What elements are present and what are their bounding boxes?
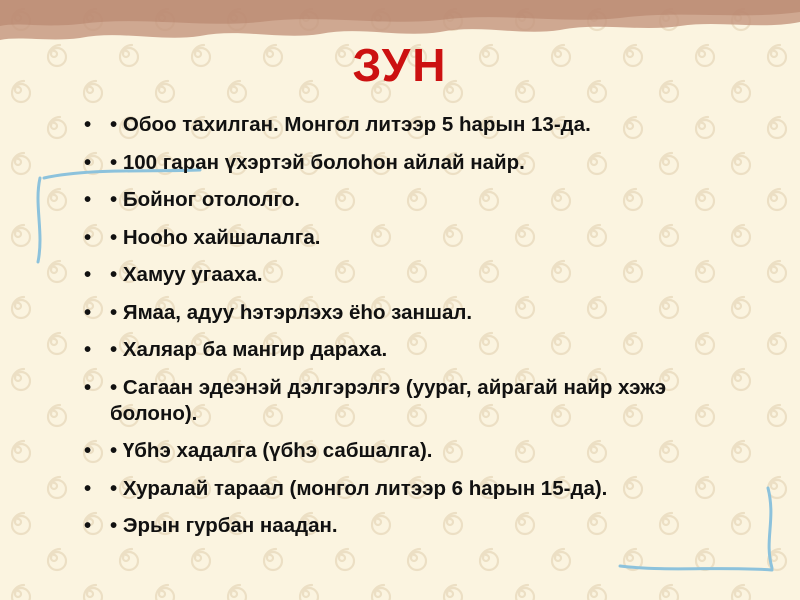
list-item (82, 262, 742, 288)
list-item (82, 300, 742, 326)
slide-title: ЗУН (352, 39, 448, 91)
list-item (82, 112, 742, 138)
list-item-text: • 100 гаран үхэртэй болоһон айлай найр. (110, 150, 525, 174)
list-item (82, 476, 742, 502)
bullet-list (82, 112, 742, 551)
list-item (82, 225, 742, 251)
list-item-text: • Нооһо хайшалалга. (110, 225, 321, 249)
left-curved-accent (38, 178, 40, 262)
list-item-text: • Бойног отололго. (110, 188, 300, 211)
bullet-icon: • (84, 375, 92, 399)
bullet-icon: • (84, 225, 92, 249)
list-item (82, 187, 742, 213)
list-item (82, 150, 742, 176)
list-item (82, 438, 742, 464)
bullet-icon: • (84, 476, 92, 500)
list-item-text: • Сагаан эдеэнэй дэлгэрэлгэ (уураг, айрагай найр хэжэ болоно). (110, 375, 667, 425)
list-item-text: • Хамуу угааха. (110, 263, 263, 286)
bullet-icon: • (84, 188, 92, 211)
bullet-icon: • (84, 263, 92, 286)
bullet-icon: • (84, 338, 92, 361)
list-item (82, 375, 742, 427)
list-item-text: • Эрын гурбан наадан. (110, 514, 338, 537)
list-item-text: • Үбһэ хадалга (үбһэ сабшалга). (110, 439, 433, 462)
list-item-text: • Халяар ба мангир дараха. (110, 338, 388, 361)
bullet-icon: • (84, 150, 92, 174)
list-item-text: • Хуралай тараал (монгол литээр 6 һарын 15-да). (110, 476, 608, 500)
bullet-icon: • (84, 439, 92, 462)
bullet-icon: • (84, 514, 92, 537)
bullet-icon: • (84, 300, 92, 324)
list-item-text: • Обоо тахилган. Монгол литээр 5 һарын 13-да. (110, 113, 591, 136)
bullet-icon: • (84, 113, 92, 136)
list-item (82, 513, 742, 539)
list-item (82, 337, 742, 363)
list-item-text: • Ямаа, адуу һэтэрлэхэ ёһо заншал. (110, 300, 473, 324)
